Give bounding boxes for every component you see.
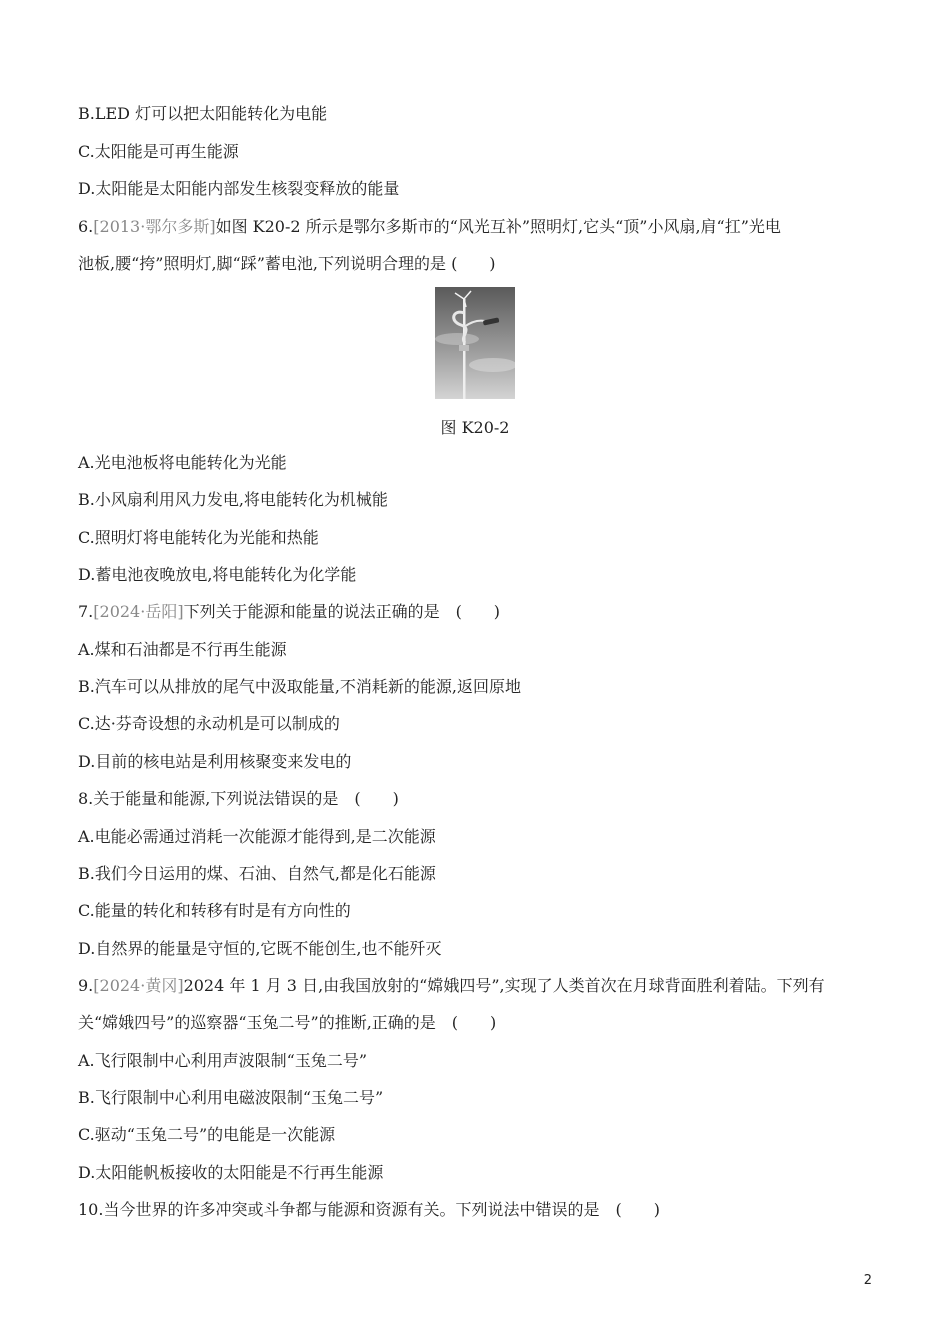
question-7-text: 下列关于能源和能量的说法正确的是 ( ) (183, 602, 501, 621)
option-b-led: B.LED 灯可以把太阳能转化为电能 (78, 104, 328, 123)
question-6-text-a: 如图 K20-2 所示是鄂尔多斯市的“风光互补”照明灯,它头“顶”小风扇,肩“扛”光电 (215, 217, 781, 236)
question-10: 10.当今世界的许多冲突或斗争都与能源和资源有关。下列说法中错误的是 ( ) (78, 1200, 660, 1219)
question-6-source: [2013·鄂尔多斯] (93, 217, 216, 236)
question-9-option-c: C.驱动“玉兔二号”的电能是一次能源 (78, 1125, 336, 1144)
question-6-option-d: D.蓄电池夜晚放电,将电能转化为化学能 (78, 565, 357, 584)
question-8-option-a: A.电能必需通过消耗一次能源才能得到,是二次能源 (78, 827, 436, 846)
question-7-option-c: C.达·芬奇设想的永动机是可以制成的 (78, 714, 340, 733)
question-9-source: [2024·黄冈] (93, 976, 184, 995)
question-9-text-a: 2024 年 1 月 3 日,由我国放射的“嫦娥四号”,实现了人类首次在月球背面胜利着陆。下列有 (183, 976, 825, 995)
question-8-option-c: C.能量的转化和转移有时是有方向性的 (78, 901, 351, 920)
question-9-option-d: D.太阳能帆板接收的太阳能是不行再生能源 (78, 1163, 384, 1182)
question-7-option-a: A.煤和石油都是不行再生能源 (78, 640, 287, 659)
question-7-option-b: B.汽车可以从排放的尾气中汲取能量,不消耗新的能源,返回原地 (78, 677, 522, 696)
page-number: 2 (863, 1273, 872, 1288)
question-8: 8.关于能量和能源,下列说法错误的是 ( ) (78, 789, 399, 808)
question-8-option-d: D.自然界的能量是守恒的,它既不能创生,也不能歼灭 (78, 939, 442, 958)
question-6-option-a: A.光电池板将电能转化为光能 (78, 453, 287, 472)
question-9-number: 9. (78, 976, 94, 995)
question-9-option-b: B.飞行限制中心利用电磁波限制“玉兔二号” (78, 1088, 384, 1107)
question-7-option-d: D.目前的核电站是利用核聚变来发电的 (78, 752, 352, 771)
question-6-line-1 (78, 217, 781, 237)
question-7-source: [2024·岳阳] (93, 602, 184, 621)
question-7 (78, 602, 500, 622)
street-lamp-photo (435, 287, 515, 399)
question-6-option-b: B.小风扇利用风力发电,将电能转化为机械能 (78, 490, 388, 509)
option-d-fission: D.太阳能是太阳能内部发生核裂变释放的能量 (78, 179, 400, 198)
figure-caption: 图 K20-2 (440, 418, 510, 437)
question-6-option-c: C.照明灯将电能转化为光能和热能 (78, 528, 319, 547)
question-7-number: 7. (78, 602, 94, 621)
question-9-option-a: A.飞行限制中心利用声波限制“玉兔二号” (78, 1051, 368, 1070)
question-9-line-2: 关“嫦娥四号”的巡察器“玉兔二号”的推断,正确的是 ( ) (78, 1013, 497, 1032)
option-c-renewable: C.太阳能是可再生能源 (78, 142, 239, 161)
question-8-option-b: B.我们今日运用的煤、石油、自然气,都是化石能源 (78, 864, 436, 883)
question-6-number: 6. (78, 217, 94, 236)
question-6-line-2: 池板,腰“挎”照明灯,脚“踩”蓄电池,下列说明合理的是 ( ) (78, 254, 496, 273)
question-9-line-1 (78, 976, 825, 996)
